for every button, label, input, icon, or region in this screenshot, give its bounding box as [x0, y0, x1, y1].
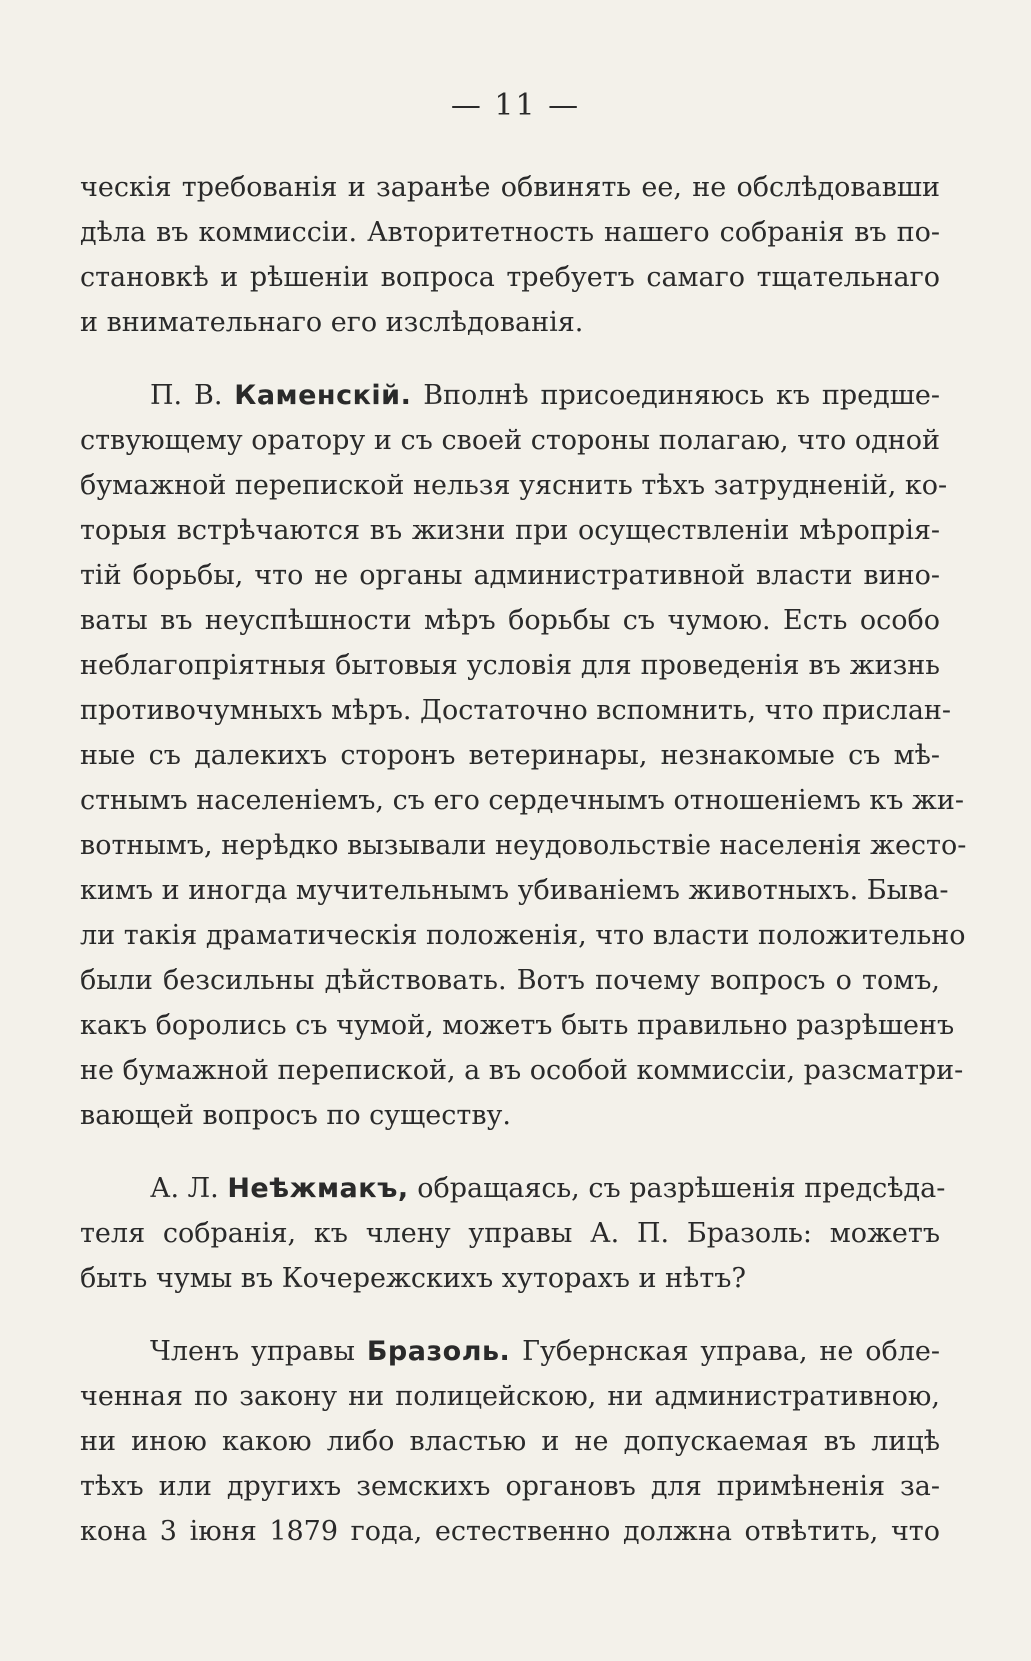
- speech-text: Вполнѣ присоединяюсь къ предше-: [423, 380, 940, 411]
- speech-first-line: [80, 373, 940, 418]
- text-line: ни иною какою либо властью и не допускаемая въ лицѣ: [80, 1426, 940, 1457]
- speech-text: обращаясь, съ разрѣшенія предсѣда-: [417, 1173, 946, 1204]
- text-line: ченная по закону ни полицейскою, ни административною,: [80, 1381, 940, 1412]
- speaker-name: Неѣжмакъ,: [227, 1173, 409, 1204]
- text-line: вающей вопросъ по существу.: [80, 1100, 511, 1131]
- text-line: ли такія драматическія положенія, что власти положительно: [80, 920, 966, 951]
- paragraph-brazol: [80, 1329, 940, 1554]
- paragraph-neyizhmak: [80, 1166, 946, 1301]
- text-line: какъ боролись съ чумой, можетъ быть правильно разрѣшенъ: [80, 1010, 955, 1041]
- speaker-initials: А. Л.: [150, 1173, 219, 1204]
- text-line: противочумныхъ мѣръ. Достаточно вспомнить, что прислан-: [80, 695, 952, 726]
- text-line: стнымъ населеніемъ, съ его сердечнымъ отношеніемъ къ жи-: [80, 785, 964, 816]
- speech-first-line: [80, 1329, 940, 1374]
- text-line: тій борьбы, что не органы административной власти вино-: [80, 560, 940, 591]
- text-line: ствующему оратору и съ своей стороны полагаю, что одной: [80, 425, 940, 456]
- text-line: быть чумы въ Кочережскихъ хуторахъ и нѣтъ?: [80, 1263, 746, 1294]
- speech-first-line: [80, 1166, 946, 1211]
- text-line: теля собранія, къ члену управы А. П. Бразоль: можетъ: [80, 1218, 940, 1249]
- text-line: неблагопріятныя бытовыя условія для проведенія въ жизнь: [80, 650, 940, 681]
- text-line: ные съ далекихъ сторонъ ветеринары, незнакомые съ мѣ-: [80, 740, 940, 771]
- text-line: становкѣ и рѣшеніи вопроса требуетъ самаго тщательнаго: [80, 262, 940, 293]
- text-line: дѣла въ коммиссіи. Авторитетность нашего собранія въ по-: [80, 217, 940, 248]
- speaker-title: Членъ управы: [150, 1336, 355, 1367]
- speaker-name: Бразоль.: [366, 1336, 511, 1367]
- paragraph-kamensky: [80, 373, 967, 1138]
- page-number: — 11 —: [450, 88, 581, 123]
- text-line: ваты въ неуспѣшности мѣръ борьбы съ чумою. Есть особо: [80, 605, 940, 636]
- paragraph-continuation: [80, 165, 940, 345]
- text-line: вотнымъ, нерѣдко вызывали неудовольствіе населенія жесто-: [80, 830, 967, 861]
- text-line: были безсильны дѣйствовать. Вотъ почему вопросъ о томъ,: [80, 965, 940, 996]
- speaker-name: Каменскій.: [234, 380, 412, 411]
- speech-text: Губернская управа, не обле-: [522, 1336, 940, 1367]
- speaker-initials: П. В.: [150, 380, 223, 411]
- text-line: торыя встрѣчаются въ жизни при осуществленіи мѣропрія-: [80, 515, 940, 546]
- text-line: бумажной перепиской нельзя уяснить тѣхъ затрудненій, ко-: [80, 470, 948, 501]
- text-line: и внимательнаго его изслѣдованія.: [80, 307, 584, 338]
- text-line: тѣхъ или другихъ земскихъ органовъ для примѣненія за-: [80, 1471, 940, 1502]
- body-text: [80, 165, 967, 1582]
- text-line: кона 3 іюня 1879 года, естественно должна отвѣтить, что: [80, 1516, 940, 1547]
- text-line: не бумажной перепиской, а въ особой коммиссіи, разсматри-: [80, 1055, 964, 1086]
- text-line: ческія требованія и заранѣе обвинять ее, не обслѣдовавши: [80, 172, 940, 203]
- text-line: кимъ и иногда мучительнымъ убиваніемъ животныхъ. Быва-: [80, 875, 949, 906]
